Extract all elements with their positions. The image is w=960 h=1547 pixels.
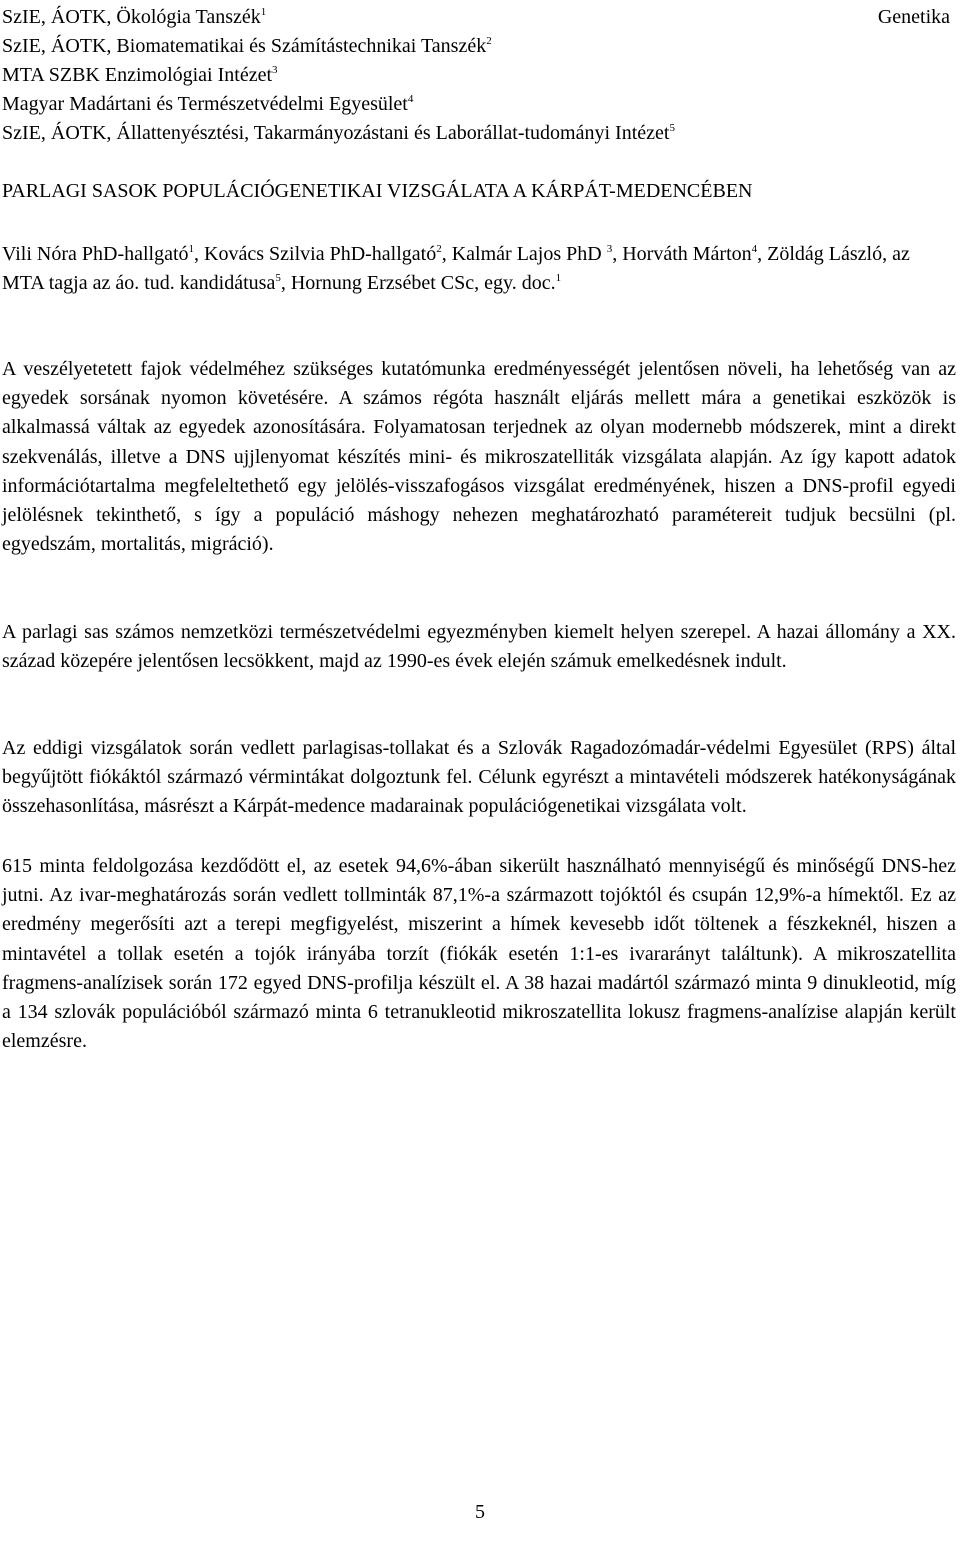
affiliation-line: SzIE, ÁOTK, Biomatematikai és Számítástechnikai Tanszék$^2$: [2, 35, 492, 57]
author: Kovács Szilvia PhD-hallgató$^2$,: [204, 243, 452, 265]
body-paragraph: 615 minta feldolgozása kezdődött el, az esetek 94,6%-ában sikerült használható mennyiségű és minőségű DNS-hez jutni. Az ivar-meghatározás során vedlett tollminták 87,1%-a származott tojóktól és csupán 12,9%-a hímektől. Ez az eredmény megerősíti azt a terepi megfigyelést, miszerint a hímek kevesebb időt töltenek a fészkeknél, hiszen a mintavétel a tollak esetén a tojók irányába torzít (fiókák esetén 1:1-es ivararányt találtunk). A mikroszatellita fragmens-analízisek során 172 egyed DNS-profilja készült el. A 38 hazai madártól származó minta 9 dinukleotid, míg a 134 szlovák populációból származó minta 6 tetranukleotid mikroszatellita lokusz fragmens-analízise alapján került elemzésre.: [2, 855, 956, 1053]
paper-title: PARLAGI SASOK POPULÁCIÓGENETIKAI VIZSGÁLATA A KÁRPÁT-MEDENCÉBEN: [2, 180, 753, 202]
affiliation-line: SzIE, ÁOTK, Ökológia Tanszék$^1$: [2, 6, 267, 28]
author: Kalmár Lajos PhD $^3$,: [451, 243, 623, 265]
author: Zöldág László, az MTA tagja az áo. tud. kandidátusa$^5$,: [2, 243, 910, 294]
author: Hornung Erzsébet CSc, egy. doc.$^1$: [290, 272, 562, 294]
author: Horváth Márton$^4$,: [622, 243, 768, 265]
affiliation-line: Magyar Madártani és Természetvédelmi Egyesület$^4$: [2, 93, 414, 115]
body-paragraph: A veszélyetetett fajok védelméhez szükséges kutatómunka eredményességét jelentősen növeli, ha lehetőség van az egyedek sorsának nyomon követésére. A számos régóta használt eljárás mellett mára a genetikai eszközök is alkalmassá váltak az egyedek azonosítására. Folyamatosan terjednek az olyan modernebb módszerek, mint a direkt szekvenálás, illetve a DNS ujjlenyomat készítés mini- és mikroszatelliták vizsgálata alapján. Az így kapott adatok információtartalma megfeleltethető egy jelölés-visszafogásos vizsgálat eredményének, hiszen a DNS-profil egyedi jelölésnek tekinthető, s így a populáció máshogy nehezen meghatározható paramétereit tudjuk becsülni (pl. egyedszám, mortalitás, migráció).: [2, 358, 956, 556]
affiliation-list: [2, 3, 942, 148]
affiliation-line: SzIE, ÁOTK, Állattenyésztési, Takarmányozástani és Laborállat-tudományi Intézet$^5$: [2, 122, 675, 144]
author: Vili Nóra PhD-hallgató$^1$,: [2, 243, 205, 265]
body-paragraph: A parlagi sas számos nemzetközi természetvédelmi egyezményben kiemelt helyen szerepel. A hazai állomány a XX. század közepére jelentősen lecsökkent, majd az 1990-es évek elején számuk emelkedésnek indult.: [2, 621, 956, 673]
affiliation-line: MTA SZBK Enzimológiai Intézet$^3$: [2, 64, 278, 86]
body-paragraph: Az eddigi vizsgálatok során vedlett parlagisas-tollakat és a Szlovák Ragadozómadár-védelmi Egyesület (RPS) által begyűjtött fiókáktól származó vérmintákat dolgoztunk fel. Célunk egyrészt a mintavételi módszerek hatékonyságának összehasonlítása, másrészt a Kárpát-medence madarainak populációgenetikai vizsgálata volt.: [2, 737, 956, 818]
author-list: [2, 240, 938, 298]
page-number: 5: [475, 1501, 485, 1523]
section-label: Genetika: [877, 6, 950, 28]
